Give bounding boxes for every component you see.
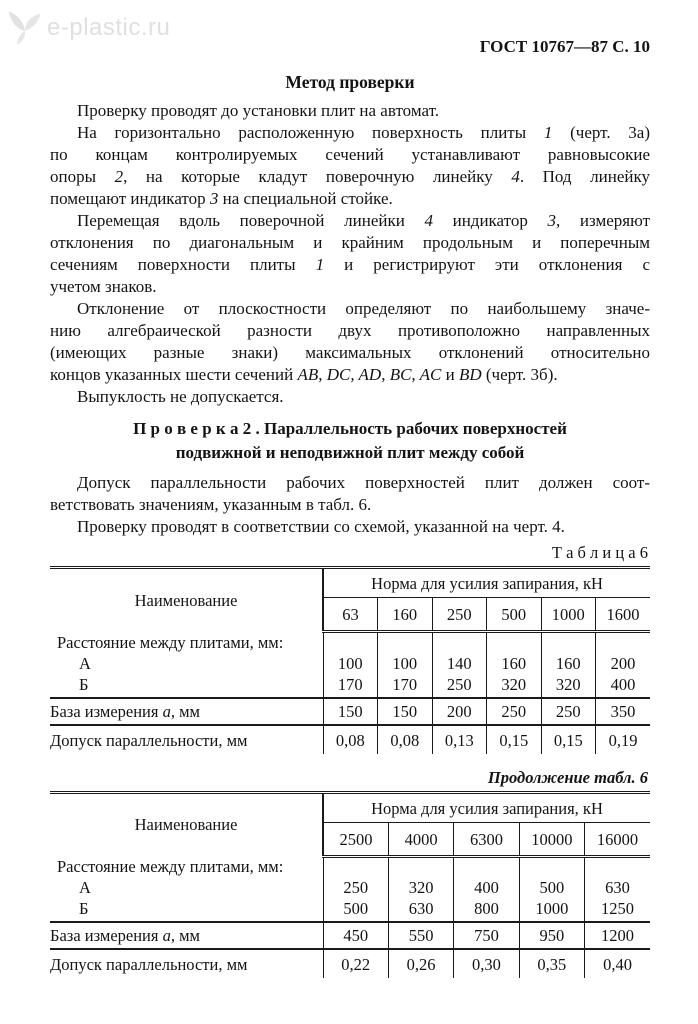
cell-value: 0,22	[323, 949, 388, 978]
cell-value: 630 1250	[585, 856, 650, 922]
paragraph-measure	[50, 210, 650, 298]
paragraph-convexity	[50, 386, 650, 408]
text-line: учетом знаков.	[50, 277, 157, 296]
cell-value: 0,40	[603, 955, 632, 974]
text-line: ветствовать значениям, указанным в табл. 6.	[50, 495, 372, 514]
cell-value: 450	[323, 922, 388, 949]
check2-title-line1: П р о в е р к а 2 . Параллельность рабочих поверхностей	[133, 419, 567, 438]
cell-value: 200	[432, 698, 487, 725]
cell-value: 500 1000	[519, 856, 584, 922]
text-line: Перемещая вдоль поверочной линейки 4 индикатор 3, измеряют	[77, 211, 650, 230]
row-label-b: Б	[79, 899, 89, 918]
paragraph-scheme	[50, 516, 650, 538]
cell-value: 250	[487, 698, 542, 725]
table-row-distance	[50, 632, 650, 698]
table-row-tolerance	[50, 949, 650, 978]
cell-value: 0,26	[388, 949, 453, 978]
row-label-tolerance: Допуск параллельности, мм	[50, 949, 323, 978]
table6-caption: Т а б л и ц а 6	[551, 543, 648, 562]
cell-value: 0,08	[323, 725, 378, 754]
force-value: 2500	[323, 822, 388, 856]
watermark	[6, 10, 170, 46]
force-value: 1000	[541, 598, 596, 632]
cell-value: 550	[388, 922, 453, 949]
e-plastic-logo-icon	[6, 10, 42, 46]
paragraph-deviation	[50, 298, 650, 386]
force-value: 4000	[388, 822, 453, 856]
force-value: 16000	[585, 822, 650, 856]
cell-value: 0,13	[432, 725, 487, 754]
cell-value: 160 320	[541, 632, 596, 698]
text-line: Выпуклость не допускается.	[77, 387, 284, 406]
cell-value: 100 170	[323, 632, 378, 698]
cell-value: 0,19	[608, 730, 638, 750]
force-value: 1600	[596, 598, 651, 632]
cell-value: 100 170	[378, 632, 433, 698]
text-line: нию алгебраической разности двух противоположно направленных	[50, 321, 650, 340]
col-header-norm: Норма для усилия запирания, кН	[323, 792, 650, 822]
col-header-name: Наименование	[50, 792, 323, 856]
force-value: 250	[432, 598, 487, 632]
text-line: отклонения по диагональным и крайним продольным и поперечным	[50, 233, 650, 252]
row-label-base: База измерения а, мм	[50, 922, 323, 949]
row-label-base: База измерения а, мм	[50, 698, 323, 725]
cell-value: 350	[596, 698, 651, 725]
cell-value: 200 400	[596, 632, 651, 698]
force-value: 160	[378, 598, 433, 632]
section-title-check2	[50, 417, 650, 465]
col-header-name: Наименование	[50, 568, 323, 632]
cell-value: 150	[323, 698, 378, 725]
text-line: Отклонение от плоскостности определяют по наибольшему значе-	[77, 299, 650, 318]
text-line: Проверку проводят в соответствии со схемой, указанной на черт. 4.	[77, 517, 565, 536]
force-value: 6300	[454, 822, 519, 856]
cell-value: 250	[541, 698, 596, 725]
force-value: 63	[323, 598, 378, 632]
text-line: Допуск параллельности рабочих поверхностей плит должен соот-	[77, 473, 650, 492]
table-row-tolerance	[50, 725, 650, 754]
force-value: 500	[487, 598, 542, 632]
cell-value: 0,15	[487, 725, 542, 754]
cell-value: 1200	[585, 922, 650, 949]
text-line: по концам контролируемых сечений устанавливают равновысокие	[50, 145, 650, 164]
watermark-text: e-plastic.ru	[47, 14, 171, 41]
section-title-method: Метод проверки	[285, 72, 415, 92]
doc-reference: ГОСТ 10767—87 С. 10	[479, 37, 650, 56]
paragraph-setup	[50, 122, 650, 210]
row-label-a: А	[79, 653, 91, 673]
cell-value: 0,08	[378, 725, 433, 754]
paragraph-check-before	[50, 100, 650, 122]
table-row-distance	[50, 856, 650, 922]
text-line: (имеющих разные знаки) максимальных отклонений относительно	[50, 343, 650, 362]
table-6-continued	[50, 791, 650, 979]
check2-title-line2: подвижной и неподвижной плит между собой	[175, 443, 525, 462]
cell-value: 320 630	[388, 856, 453, 922]
row-label-b: Б	[79, 674, 89, 694]
table-6	[50, 566, 650, 754]
cell-value: 160 320	[487, 632, 542, 698]
cell-value: 0,35	[519, 949, 584, 978]
cell-value: 0,15	[541, 725, 596, 754]
cell-value: 400 800	[454, 856, 519, 922]
paragraph-tolerance	[50, 472, 650, 516]
cell-value: 0,30	[454, 949, 519, 978]
row-label-a: А	[79, 878, 91, 897]
cell-value: 250 500	[323, 856, 388, 922]
row-label-distance: Расстояние между плитами, мм: А Б	[50, 856, 323, 922]
row-label-distance: Расстояние между плитами, мм: А Б	[50, 632, 323, 698]
text-line: опоры 2, на которые кладут поверочную линейку 4. Под линейку	[50, 167, 650, 186]
cell-value: 950	[519, 922, 584, 949]
col-header-norm: Норма для усилия запирания, кН	[323, 568, 650, 598]
text-line: Проверку проводят до установки плит на автомат.	[77, 101, 439, 120]
row-label-tolerance: Допуск параллельности, мм	[50, 725, 323, 754]
continuation-caption: Продолжение табл. 6	[487, 767, 648, 787]
table-row-base	[50, 698, 650, 725]
cell-value: 150	[378, 698, 433, 725]
text-line: На горизонтально расположенную поверхность плиты 1 (черт. 3а)	[77, 123, 651, 142]
cell-value: 750	[454, 922, 519, 949]
text-line: сечениям поверхности плиты 1 и регистрируют эти отклонения с	[50, 255, 650, 274]
cell-value: 140 250	[432, 632, 487, 698]
text-line: концов указанных шести сечений AB, DC, AD, BC, AC и BD (черт. 3б).	[50, 365, 558, 384]
text-line: помещают индикатор 3 на специальной стойке.	[50, 189, 393, 208]
table-row-base	[50, 922, 650, 949]
force-value: 10000	[519, 822, 584, 856]
